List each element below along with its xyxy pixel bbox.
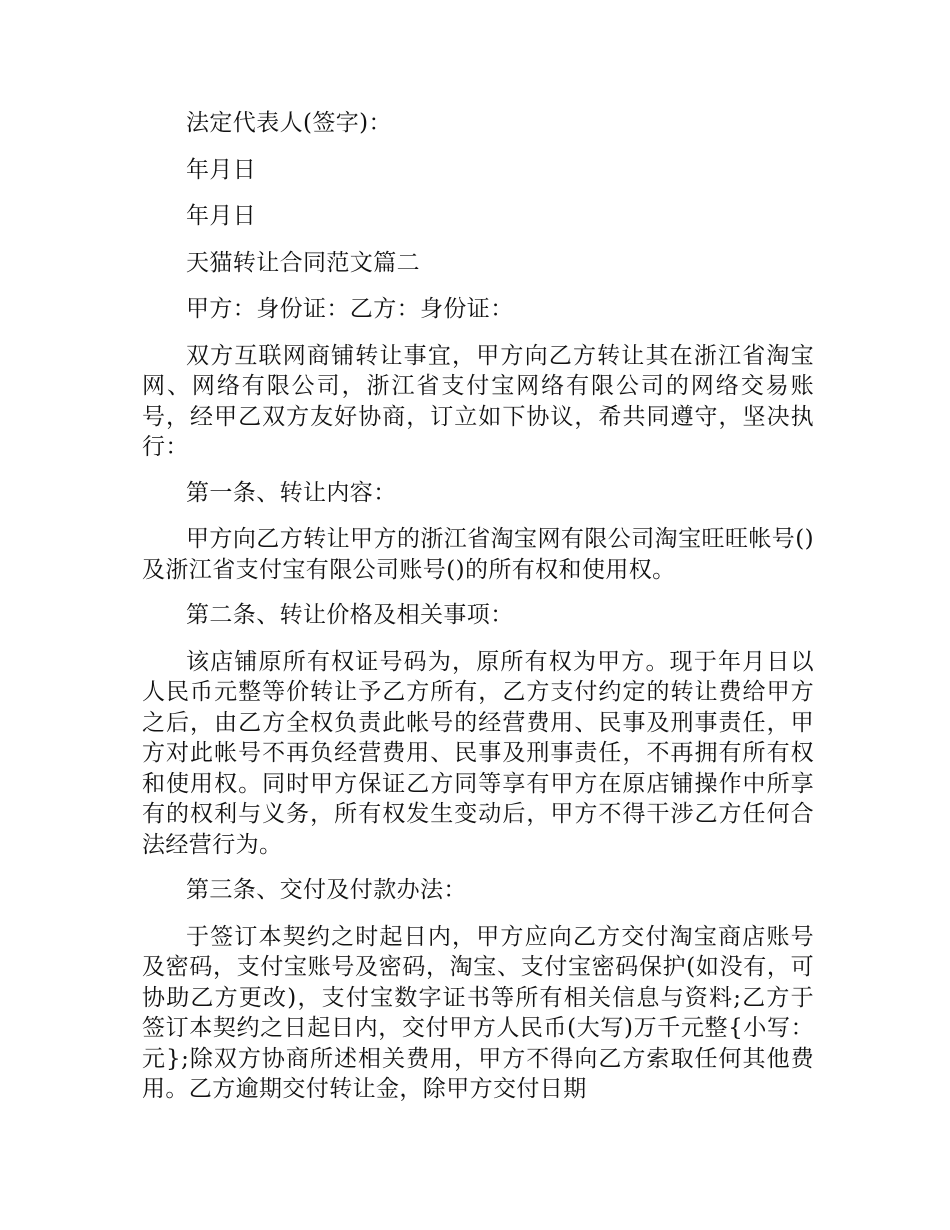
parties-line: 甲方：身份证：乙方：身份证： bbox=[186, 296, 514, 322]
article-3-body: 于签订本契约之时起日内，甲方应向乙方交付淘宝商店账号及密码，支付宝账号及密码，淘宝、支付宝密码保护(如没有，可协助乙方更改)，支付宝数字证书等所有相关信息与资料;乙方于签订本契约之日起日内，交付甲方人民币(大写)万千元整{小写：元};除双方协商所述相关费用，甲方不得向乙方索取任何其他费用。乙方逾期交付转让金，除甲方交付日期 bbox=[142, 923, 814, 1102]
article-1-body: 甲方向乙方转让甲方的浙江省淘宝网有限公司淘宝旺旺帐号()及浙江省支付宝有限公司账号()的所有权和使用权。 bbox=[142, 526, 814, 583]
article-3-heading: 第三条、交付及付款办法： bbox=[186, 877, 467, 903]
date-line-2: 年月日 bbox=[186, 203, 257, 229]
section-title: 天猫转让合同范文篇二 bbox=[186, 249, 420, 276]
legal-representative-signature-line: 法定代表人(签字)： bbox=[186, 110, 392, 136]
document-page bbox=[142, 108, 814, 1120]
preamble-paragraph: 双方互联网商铺转让事宜，甲方向乙方转让其在浙江省淘宝网、网络有限公司，浙江省支付宝网络有限公司的网络交易账号，经甲乙双方友好协商，订立如下协议，希共同遵守，坚决执行： bbox=[142, 342, 814, 460]
article-1-heading: 第一条、转让内容： bbox=[186, 479, 397, 506]
article-2-body: 该店铺原所有权证号码为，原所有权为甲方。现于年月日以人民币元整等价转让予乙方所有，乙方支付约定的转让费给甲方之后，由乙方全权负责此帐号的经营费用、民事及刑事责任，甲方对此帐号不再负经营费用、民事及刑事责任，不再拥有所有权和使用权。同时甲方保证乙方同等享有甲方在原店铺操作中所享有的权利与义务，所有权发生变动后，甲方不得干涉乙方任何合法经营行为。 bbox=[142, 648, 814, 858]
date-line-1: 年月日 bbox=[186, 156, 257, 183]
article-2-heading: 第二条、转让价格及相关事项： bbox=[186, 602, 514, 628]
